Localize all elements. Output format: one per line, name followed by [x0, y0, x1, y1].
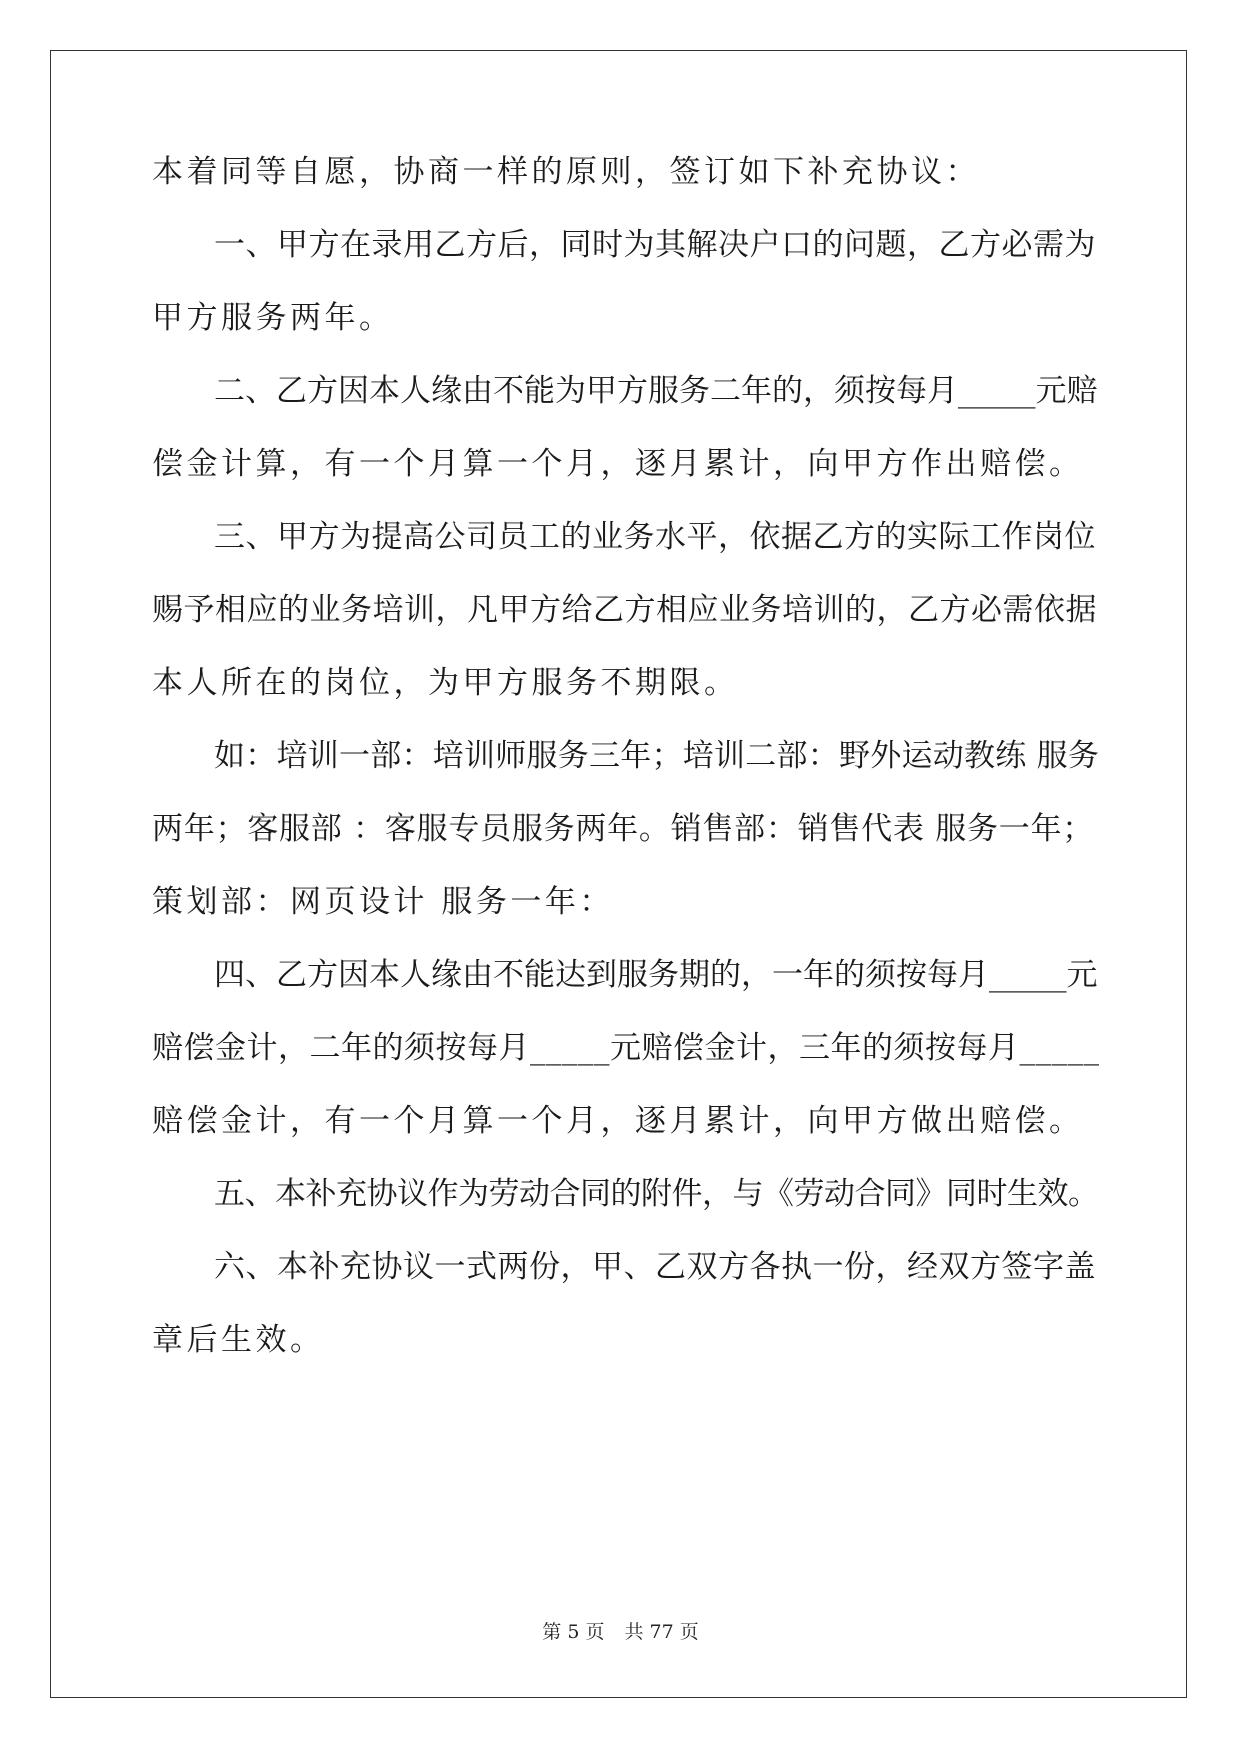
- paragraph-line: 赐予相应的业务培训，凡甲方给乙方相应业务培训的，乙方必需依据: [152, 592, 1097, 628]
- paragraph-line: 两年；客服部 ：客服专员服务两年。销售部：销售代表 服务一年；: [152, 811, 1094, 847]
- paragraph-line: 甲方服务两年。: [152, 300, 394, 336]
- paragraph-line: 偿金计算，有一个月算一个月，逐月累计，向甲方作出赔偿。: [152, 446, 1084, 482]
- paragraph-line: 本着同等自愿，协商一样的原则，签订如下补充协议：: [152, 154, 980, 190]
- paragraph-line: 章后生效。: [152, 1322, 325, 1358]
- page-number: 第 5 页: [542, 1621, 605, 1643]
- paragraph-line: 五、本补充协议作为劳动合同的附件，与《劳动合同》同时生效。: [214, 1176, 1099, 1212]
- paragraph-line: 赔偿金计，有一个月算一个月，逐月累计，向甲方做出赔偿。: [152, 1103, 1084, 1139]
- paragraph-line: 一、甲方在录用乙方后，同时为其解决户口的问题，乙方必需为: [214, 227, 1096, 263]
- page-total: 共 77 页: [624, 1621, 699, 1643]
- paragraph-line: 赔偿金计，二年的须按每月_____元赔偿金计，三年的须按每月_____: [152, 1030, 1100, 1066]
- page-footer: [0, 1620, 1241, 1644]
- paragraph-line: 六、本补充协议一式两份，甲、乙双方各执一份，经双方签字盖: [214, 1249, 1096, 1285]
- paragraph-line: 如：培训一部：培训师服务三年；培训二部：野外运动教练 服务: [214, 738, 1100, 774]
- paragraph-line: 三、甲方为提高公司员工的业务水平，依据乙方的实际工作岗位: [214, 519, 1096, 555]
- paragraph-line: 四、乙方因本人缘由不能达到服务期的，一年的须按每月_____元: [214, 957, 1098, 993]
- paragraph-line: 本人所在的岗位，为甲方服务不期限。: [152, 665, 739, 701]
- paragraph-line: 策划部：网页设计 服务一年：: [152, 884, 614, 920]
- paragraph-line: 二、乙方因本人缘由不能为甲方服务二年的，须按每月_____元赔: [214, 373, 1098, 409]
